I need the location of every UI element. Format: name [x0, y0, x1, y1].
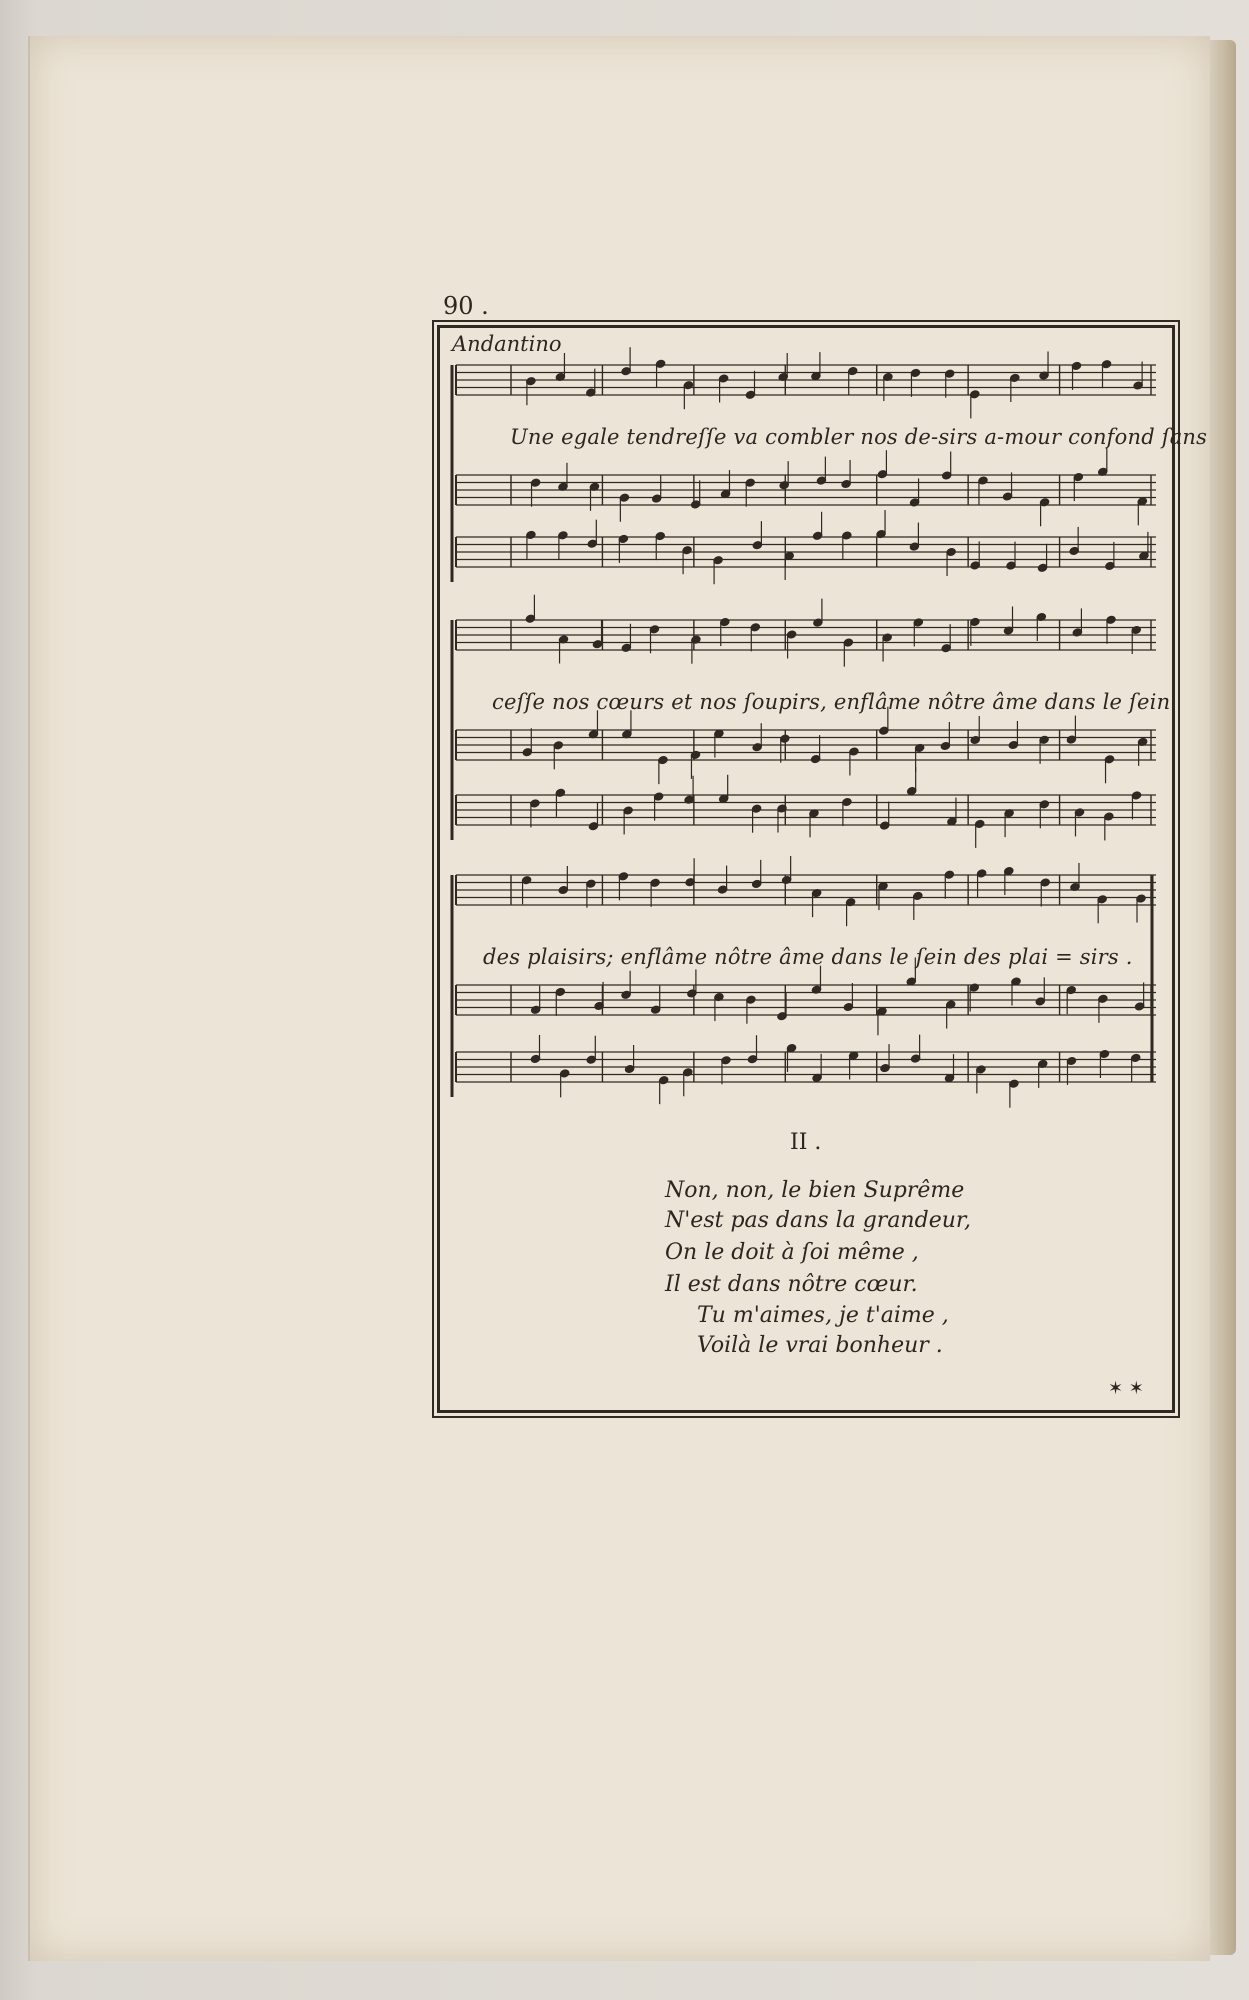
- verse-line: Voilà le vrai bonheur .: [697, 1333, 943, 1358]
- verse-line: N'est pas dans la grandeur,: [665, 1208, 971, 1233]
- stanza-number: II .: [790, 1130, 822, 1155]
- verse-line: On le doit à ſoi même ,: [665, 1240, 919, 1265]
- lyric-line-3: des plaisirs; enflâme nôtre âme dans le ſein des plai = sirs .: [483, 945, 1133, 969]
- verse-line: Il est dans nôtre cœur.: [665, 1272, 918, 1297]
- music-score: [444, 330, 1164, 1130]
- page-number: 90 .: [443, 292, 489, 320]
- lyric-line-2: ceſſe nos cœurs et nos ſoupirs, enflâme nôtre âme dans le ſein: [492, 690, 1171, 714]
- footer-mark: ✶ ✶: [1108, 1378, 1144, 1399]
- verse-line: Tu m'aimes, je t'aime ,: [697, 1303, 949, 1328]
- lyric-line-1: Une egale tendreſſe va combler nos de-sirs a-mour confond ſans: [510, 425, 1208, 449]
- tempo-marking: Andantino: [452, 332, 562, 356]
- verse-line: Non, non, le bien Suprême: [665, 1178, 965, 1203]
